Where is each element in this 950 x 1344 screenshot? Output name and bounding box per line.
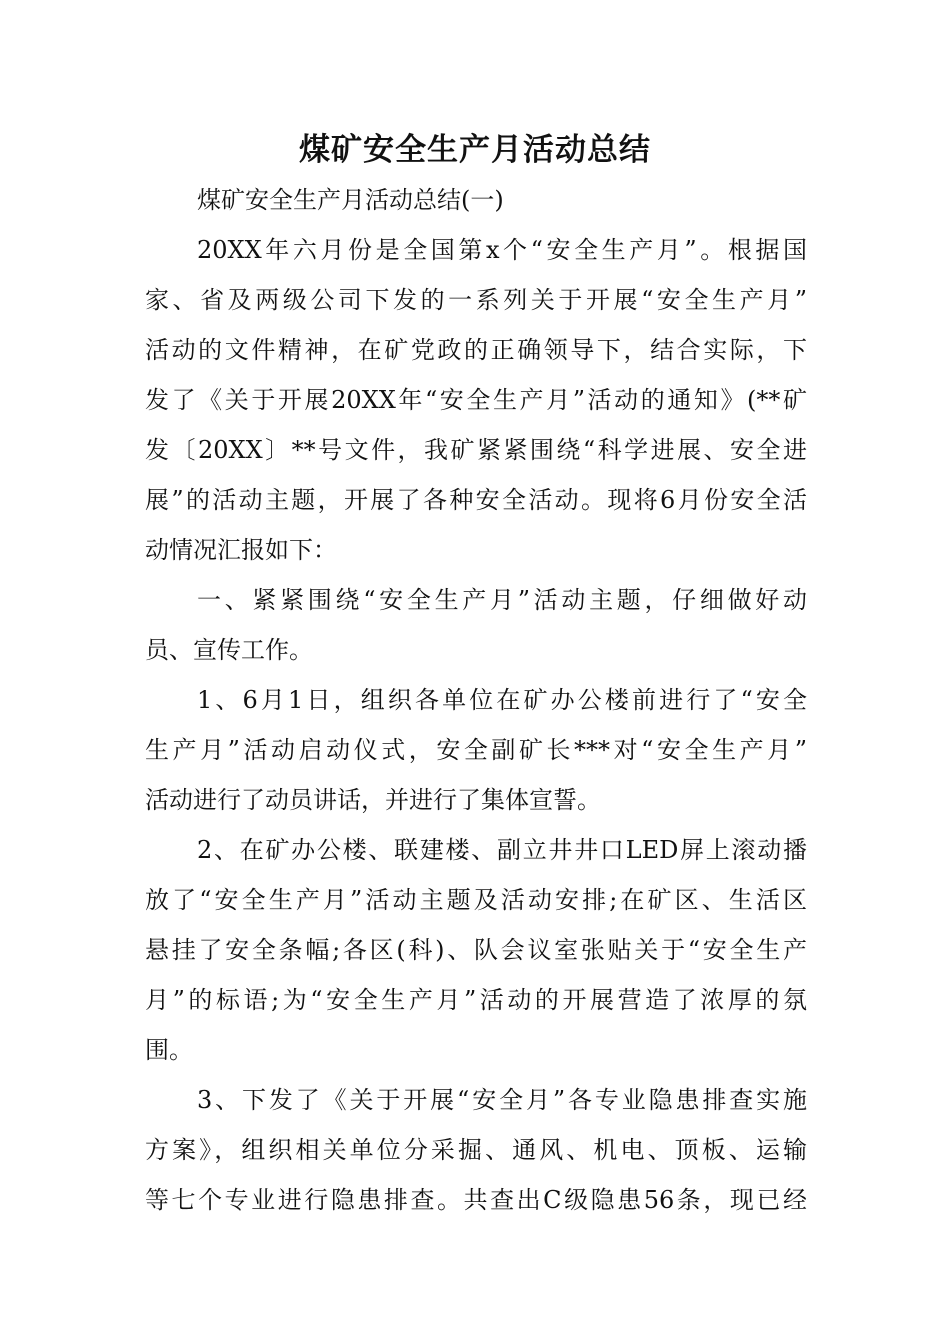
paragraph-line: 2、在矿办公楼、联建楼、副立井井口LED屏上滚动播 — [197, 836, 807, 864]
paragraph-line: 放了“安全生产月”活动主题及活动安排;在矿区、生活区 — [145, 886, 807, 914]
section-heading-line: 员、宣传工作。 — [145, 636, 313, 664]
paragraph-line: 发了《关于开展20XX年“安全生产月”活动的通知》(**矿 — [145, 386, 807, 414]
paragraph-line: 月”的标语;为“安全生产月”活动的开展营造了浓厚的氛 — [145, 986, 807, 1014]
paragraph-line: 生产月”活动启动仪式，安全副矿长***对“安全生产月” — [145, 736, 807, 764]
subtitle-line: 煤矿安全生产月活动总结(一) — [197, 186, 504, 214]
paragraph-line: 活动进行了动员讲话，并进行了集体宣誓。 — [145, 786, 601, 814]
paragraph-line: 20XX年六月份是全国第x个“安全生产月”。根据国 — [197, 236, 807, 264]
document-title: 煤矿安全生产月活动总结 — [299, 132, 651, 168]
paragraph-line: 围。 — [145, 1036, 193, 1064]
paragraph-line: 方案》，组织相关单位分采掘、通风、机电、顶板、运输 — [145, 1136, 807, 1164]
paragraph-line: 1、6月1日，组织各单位在矿办公楼前进行了“安全 — [197, 686, 807, 714]
paragraph-line: 活动的文件精神，在矿党政的正确领导下，结合实际，下 — [145, 336, 807, 364]
paragraph-line: 家、省及两级公司下发的一系列关于开展“安全生产月” — [145, 286, 807, 314]
paragraph-line: 等七个专业进行隐患排查。共查出C级隐患56条，现已经 — [145, 1186, 807, 1214]
paragraph-line: 发〔20XX〕**号文件，我矿紧紧围绕“科学进展、安全进 — [145, 436, 807, 464]
paragraph-line: 悬挂了安全条幅;各区(科)、队会议室张贴关于“安全生产 — [145, 936, 807, 964]
paragraph-line: 展”的活动主题，开展了各种安全活动。现将6月份安全活 — [145, 486, 807, 514]
section-heading-line: 一、紧紧围绕“安全生产月”活动主题，仔细做好动 — [197, 586, 807, 614]
paragraph-line: 动情况汇报如下： — [145, 536, 337, 564]
paragraph-line: 3、下发了《关于开展“安全月”各专业隐患排查实施 — [197, 1086, 807, 1114]
